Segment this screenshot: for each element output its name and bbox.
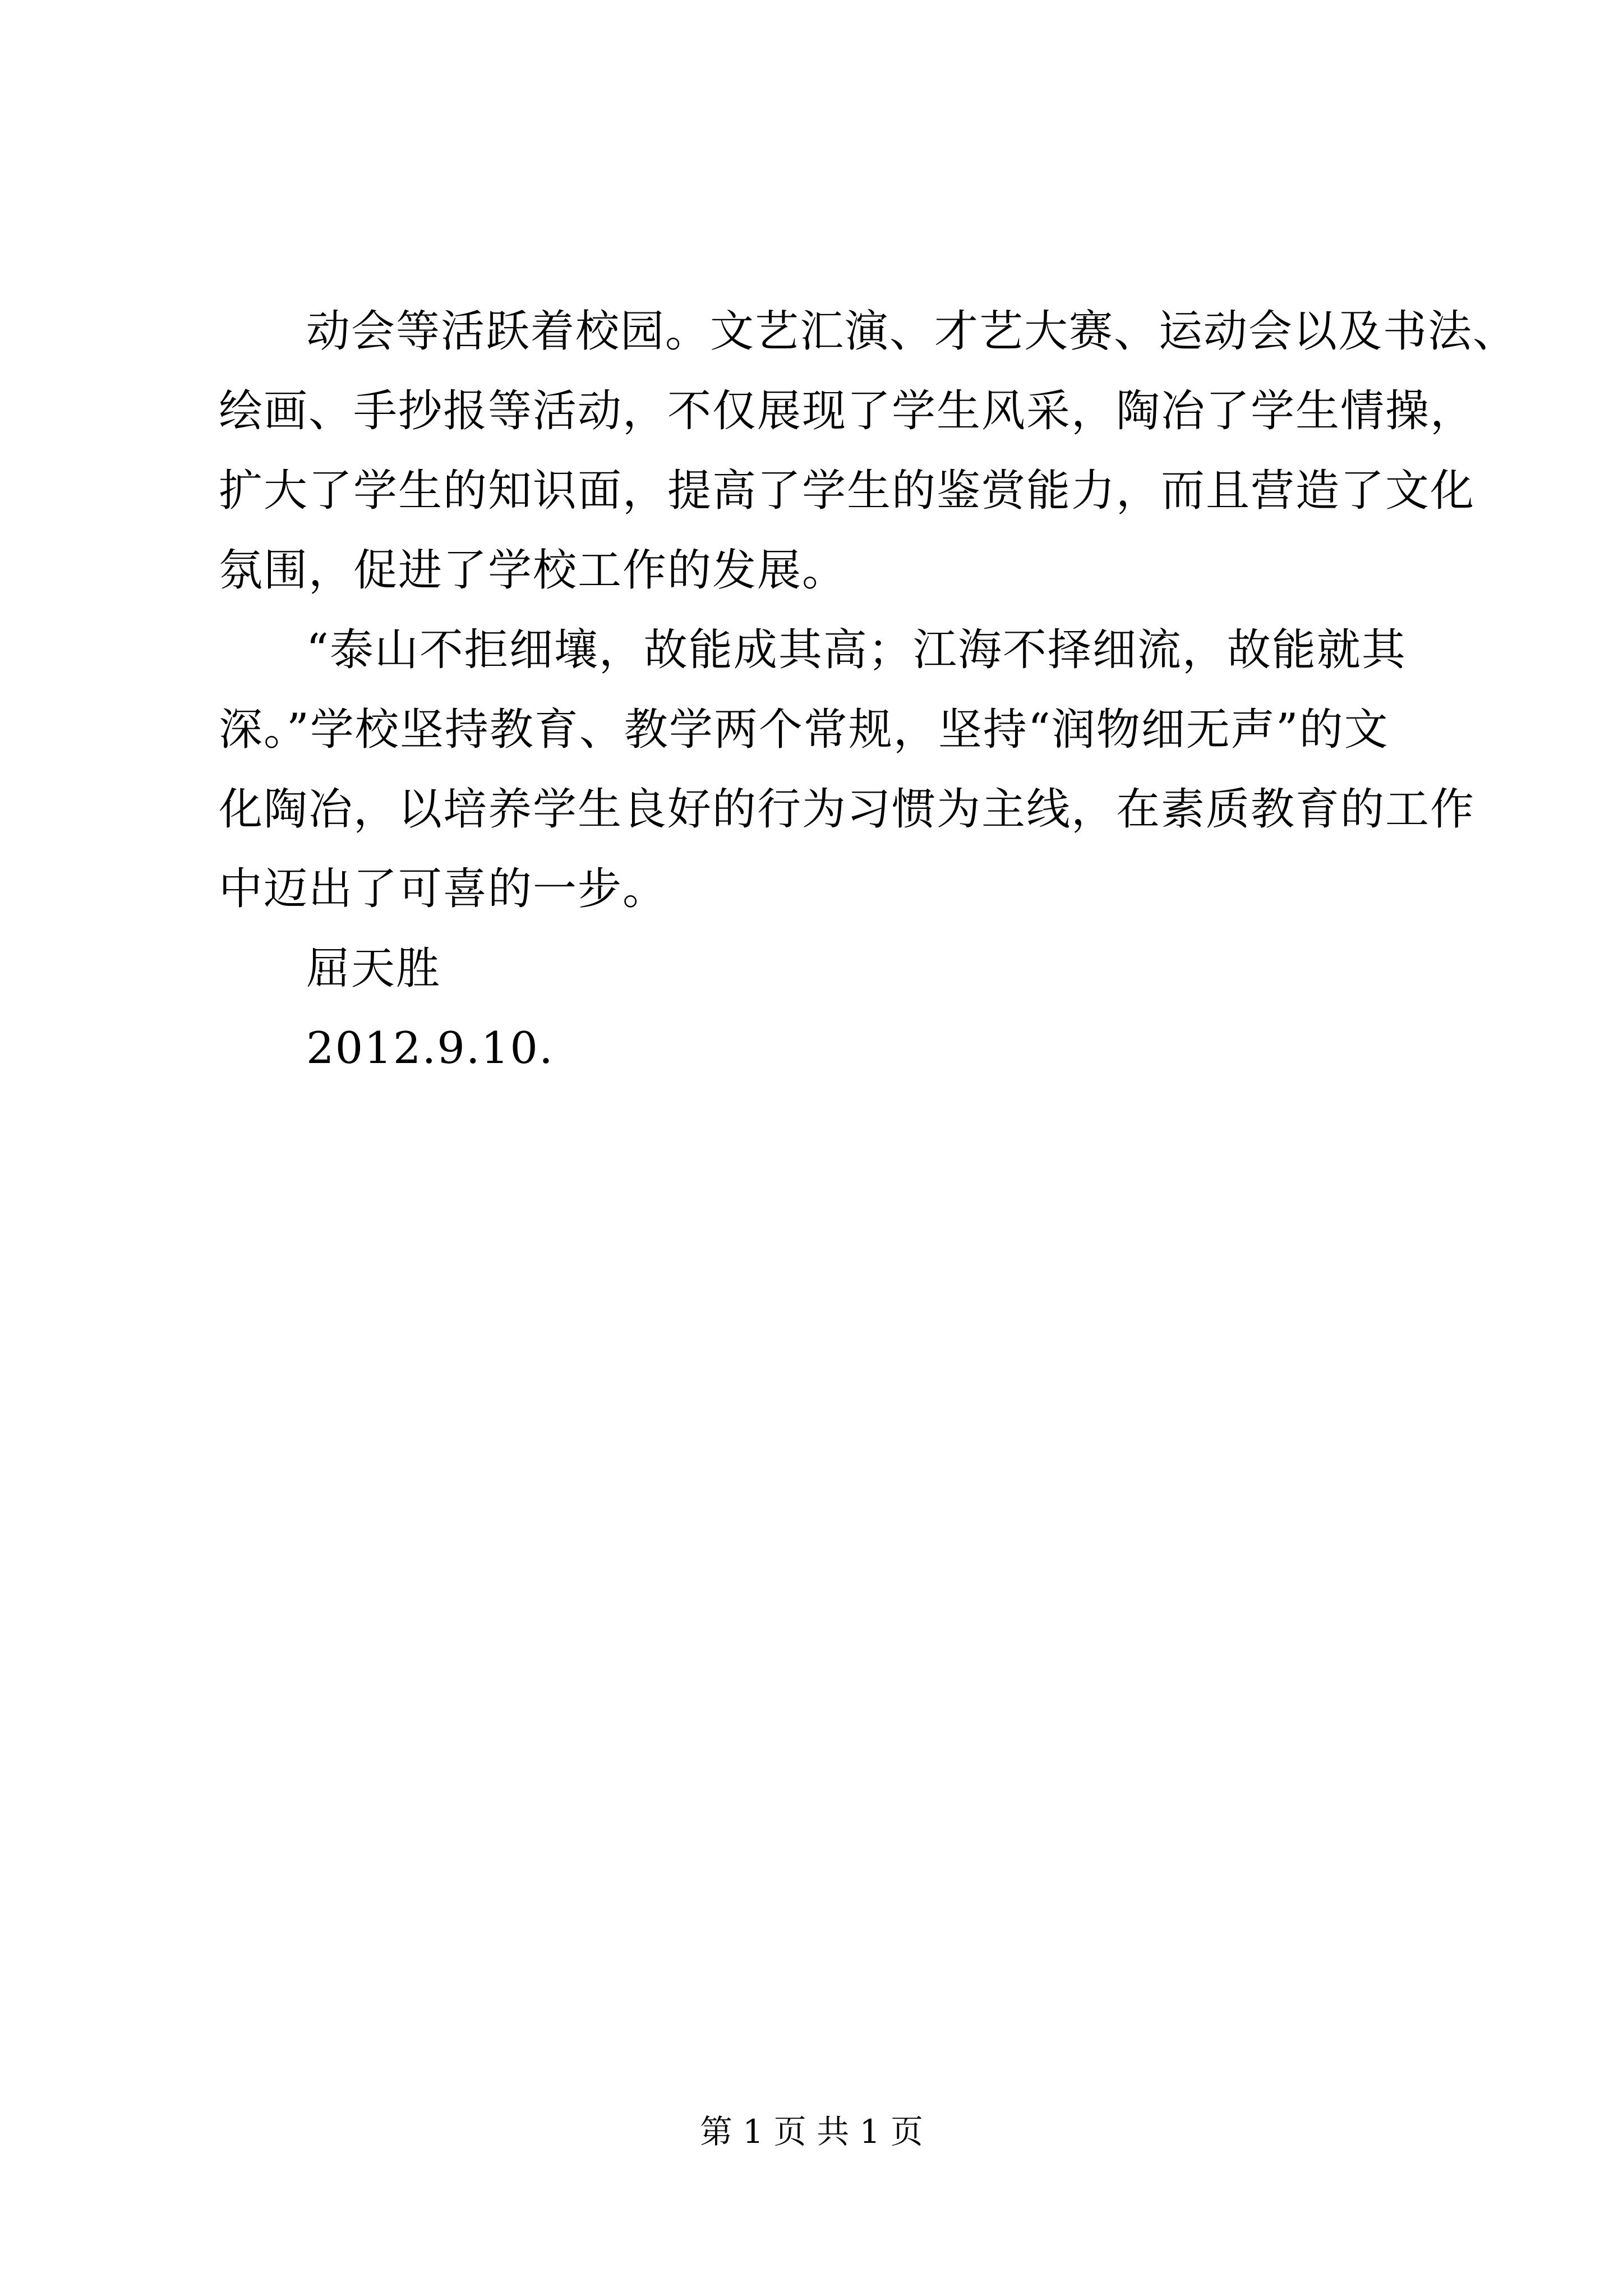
paragraph-activities: [219, 292, 1518, 610]
paragraph-line: 化陶冶，以培养学生良好的行为习惯为主线，在素质教育的工作: [219, 784, 1476, 835]
paragraph-line: 绘画、手抄报等活动，不仅展现了学生风采，陶冶了学生情操，: [219, 386, 1476, 436]
paragraph-conclusion: [219, 610, 1476, 929]
document-date: 2012.9.10.: [306, 1023, 554, 1074]
paragraph-line: 氛围，促进了学校工作的发展。: [219, 545, 847, 596]
paragraph-line: “泰山不拒细壤，故能成其高；江海不择细流，故能就其: [306, 625, 1407, 675]
paragraph-line: 中迈出了可喜的一步。: [219, 864, 668, 914]
author-name: 屈天胜: [306, 944, 441, 994]
paragraph-line: 动会等活跃着校园。文艺汇演、才艺大赛、运动会以及书法、: [306, 306, 1518, 357]
paragraph-line: 扩大了学生的知识面，提高了学生的鉴赏能力，而且营造了文化: [219, 466, 1476, 516]
document-body: [219, 292, 1518, 1088]
page-number-footer: 第 1 页 共 1 页: [700, 2113, 923, 2151]
paragraph-line: 深。”学校坚持教育、教学两个常规，坚持“润物细无声”的文: [219, 705, 1389, 755]
signature-block: [219, 929, 1424, 1088]
